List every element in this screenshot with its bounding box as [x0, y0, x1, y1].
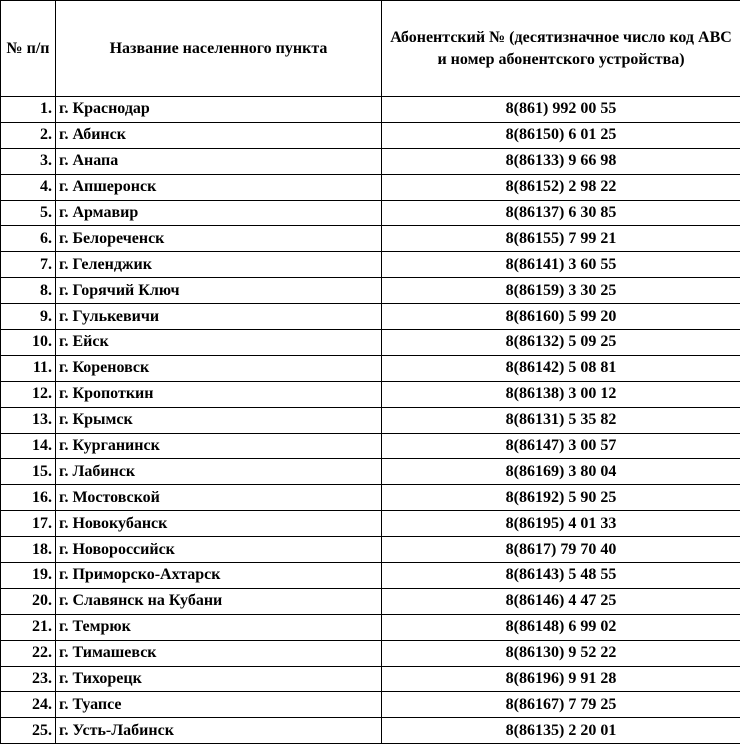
locality-name: г. Краснодар: [56, 97, 382, 123]
table-body: [1, 97, 740, 744]
row-number: 17.: [1, 511, 56, 537]
row-number: 23.: [1, 666, 56, 692]
phone-number: 8(86142) 5 08 81: [382, 355, 740, 381]
table-row: [1, 304, 740, 330]
locality-name: г. Гулькевичи: [56, 304, 382, 330]
phone-number: 8(86167) 7 79 25: [382, 692, 740, 718]
locality-name: г. Геленджик: [56, 252, 382, 278]
table-row: [1, 174, 740, 200]
table-row: [1, 511, 740, 537]
row-number: 19.: [1, 563, 56, 589]
locality-name: г. Кореновск: [56, 355, 382, 381]
table-row: [1, 433, 740, 459]
locality-name: г. Тимашевск: [56, 640, 382, 666]
row-number: 18.: [1, 537, 56, 563]
table-row: [1, 330, 740, 356]
table-row: [1, 614, 740, 640]
row-number: 20.: [1, 588, 56, 614]
locality-name: г. Абинск: [56, 122, 382, 148]
table-row: [1, 355, 740, 381]
phone-number: 8(86152) 2 98 22: [382, 174, 740, 200]
locality-name: г. Апшеронск: [56, 174, 382, 200]
table-row: [1, 407, 740, 433]
header-number: № п/п: [1, 1, 56, 97]
phone-number: 8(86196) 9 91 28: [382, 666, 740, 692]
row-number: 16.: [1, 485, 56, 511]
locality-name: г. Туапсе: [56, 692, 382, 718]
locality-name: г. Лабинск: [56, 459, 382, 485]
phone-number: 8(86130) 9 52 22: [382, 640, 740, 666]
table-row: [1, 148, 740, 174]
phone-number: 8(861) 992 00 55: [382, 97, 740, 123]
phone-number: 8(86159) 3 30 25: [382, 278, 740, 304]
phone-number: 8(86150) 6 01 25: [382, 122, 740, 148]
row-number: 21.: [1, 614, 56, 640]
locality-name: г. Славянск на Кубани: [56, 588, 382, 614]
table-row: [1, 537, 740, 563]
locality-name: г. Новокубанск: [56, 511, 382, 537]
table-row: [1, 692, 740, 718]
row-number: 9.: [1, 304, 56, 330]
phone-number: 8(86133) 9 66 98: [382, 148, 740, 174]
row-number: 1.: [1, 97, 56, 123]
locality-name: г. Курганинск: [56, 433, 382, 459]
table-row: [1, 252, 740, 278]
table-row: [1, 278, 740, 304]
phone-number: 8(86155) 7 99 21: [382, 226, 740, 252]
locality-name: г. Горячий Ключ: [56, 278, 382, 304]
row-number: 22.: [1, 640, 56, 666]
row-number: 12.: [1, 381, 56, 407]
row-number: 6.: [1, 226, 56, 252]
phone-number: 8(86138) 3 00 12: [382, 381, 740, 407]
locality-name: г. Новороссийск: [56, 537, 382, 563]
header-row: [1, 1, 740, 97]
table-row: [1, 588, 740, 614]
phone-number: 8(86160) 5 99 20: [382, 304, 740, 330]
table-row: [1, 122, 740, 148]
phone-number: 8(86148) 6 99 02: [382, 614, 740, 640]
locality-name: г. Мостовской: [56, 485, 382, 511]
locality-name: г. Кропоткин: [56, 381, 382, 407]
table-row: [1, 97, 740, 123]
header-phone-number: Абонентский № (десятизначное число код АВС и номер абонентского устройства): [382, 1, 740, 97]
locality-name: г. Темрюк: [56, 614, 382, 640]
header-locality-name: Название населенного пункта: [56, 1, 382, 97]
phone-number: 8(86143) 5 48 55: [382, 563, 740, 589]
phone-number: 8(86131) 5 35 82: [382, 407, 740, 433]
phone-number: 8(8617) 79 70 40: [382, 537, 740, 563]
phone-number: 8(86169) 3 80 04: [382, 459, 740, 485]
table-row: [1, 485, 740, 511]
phone-number: 8(86146) 4 47 25: [382, 588, 740, 614]
table-row: [1, 563, 740, 589]
row-number: 10.: [1, 330, 56, 356]
phone-number: 8(86195) 4 01 33: [382, 511, 740, 537]
row-number: 13.: [1, 407, 56, 433]
table-row: [1, 666, 740, 692]
table-row: [1, 200, 740, 226]
locality-name: г. Усть-Лабинск: [56, 718, 382, 744]
locality-name: г. Белореченск: [56, 226, 382, 252]
row-number: 3.: [1, 148, 56, 174]
row-number: 11.: [1, 355, 56, 381]
locality-name: г. Крымск: [56, 407, 382, 433]
table-row: [1, 226, 740, 252]
locality-name: г. Ейск: [56, 330, 382, 356]
row-number: 7.: [1, 252, 56, 278]
phone-number: 8(86192) 5 90 25: [382, 485, 740, 511]
phone-number: 8(86135) 2 20 01: [382, 718, 740, 744]
phone-number: 8(86147) 3 00 57: [382, 433, 740, 459]
phone-number: 8(86137) 6 30 85: [382, 200, 740, 226]
table-header: [1, 1, 740, 97]
row-number: 14.: [1, 433, 56, 459]
row-number: 5.: [1, 200, 56, 226]
locality-name: г. Армавир: [56, 200, 382, 226]
locality-name: г. Анапа: [56, 148, 382, 174]
phone-number: 8(86132) 5 09 25: [382, 330, 740, 356]
locality-name: г. Приморско-Ахтарск: [56, 563, 382, 589]
table-row: [1, 718, 740, 744]
locality-name: г. Тихорецк: [56, 666, 382, 692]
row-number: 15.: [1, 459, 56, 485]
table-row: [1, 381, 740, 407]
row-number: 24.: [1, 692, 56, 718]
row-number: 25.: [1, 718, 56, 744]
row-number: 8.: [1, 278, 56, 304]
table-row: [1, 640, 740, 666]
row-number: 4.: [1, 174, 56, 200]
phone-number: 8(86141) 3 60 55: [382, 252, 740, 278]
table-row: [1, 459, 740, 485]
row-number: 2.: [1, 122, 56, 148]
